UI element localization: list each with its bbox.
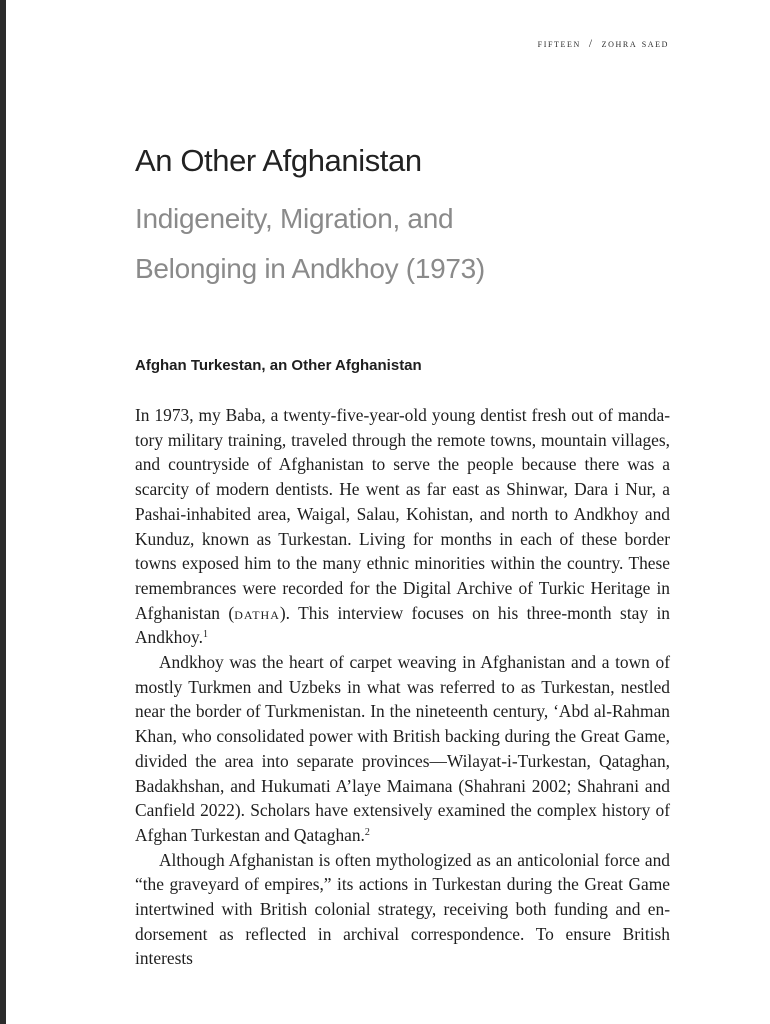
- chapter-number: fifteen: [537, 38, 581, 50]
- acronym-datha: datha: [234, 602, 280, 623]
- footnote-ref-2[interactable]: 2: [364, 826, 370, 838]
- running-head: [538, 38, 669, 50]
- footnote-ref-1[interactable]: 1: [202, 629, 208, 641]
- paragraph-2-text: Andkhoy was the heart of carpet weaving in Afghanistan and a town of mostly Turkmen and Uzbeks in what was referred to as Turkestan, nestled near the border of Turkmenistan. In the nineteenth century, ‘Abd al-Rahman Khan, who consolidated power with British backing during the Great Game, divided the area into separate provinces—Wilayat-i-Turkestan, Qataghan, Badakhshan, and Hukumati A’laye Maimana (Shahrani 2002; Shahrani and Canfield 2022). Scholars have extensively examined the complex history of Afghan Turkestan and Qataghan.: [135, 652, 670, 845]
- subtitle-line-1: Indigeneity, Migration, and: [135, 203, 454, 234]
- running-head-separator: /: [588, 38, 594, 50]
- body-text: [135, 403, 670, 971]
- subtitle-line-2: Belonging in Andkhoy (1973): [135, 253, 485, 284]
- author-name: zohra saed: [601, 38, 669, 50]
- paragraph-1-text-end: ). This interview focuses on his three-month stay in Andkhoy.: [135, 602, 671, 648]
- paragraph-1: [135, 403, 670, 650]
- paragraph-1-text: In 1973, my Baba, a twenty-five-year-old young dentist fresh out of mandatory military training, traveled through the remote towns, mountain villages, and countryside of Afghanistan to serve the people because there was a scarcity of modern dentists. He went as far east as Shinwar, Dara i Nur, a Pashai-inhabited area, Waigal, Salau, Kohistan, and north to Andkhoy and Kunduz, known as Turkestan. Living for months in each of these border towns exposed him to the many ethnic minorities within the country. These remembrances were recorded for the Digital Archive of Turkic Heritage in Afghanistan (: [135, 405, 670, 623]
- page-edge: [0, 0, 6, 1024]
- section-heading: Afghan Turkestan, an Other Afghanistan: [135, 357, 422, 374]
- paragraph-2: [135, 650, 670, 848]
- paragraph-3: [135, 848, 670, 972]
- chapter-subtitle: [135, 194, 485, 294]
- chapter-title: An Other Afghanistan: [135, 143, 422, 178]
- paragraph-3-text: Although Afghanistan is often mythologized as an anticolonial force and “the graveyard of empires,” its actions in Turkestan during the Great Game intertwined with British colonial strategy, receiving both funding and endorsement as reflected in archival correspondence. To ensure British interests: [135, 849, 670, 969]
